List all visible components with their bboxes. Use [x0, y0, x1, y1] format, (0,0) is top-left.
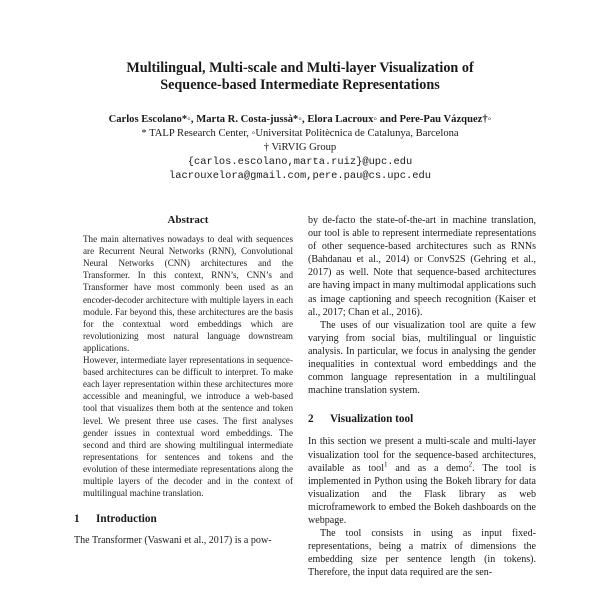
right-paragraph-2: The uses of our visualization tool are quite a few varying from social bias, multilingual or linguistic analysis. In particular, we focus in analysing the gender inequalities in contextual word embeddings and the common language representation in a multilingual machine translation system.	[308, 319, 536, 397]
section-2-number: 2	[308, 413, 314, 426]
section-1-number: 1	[74, 513, 80, 526]
paper-title	[60, 60, 540, 94]
abstract-body	[74, 233, 302, 499]
abstract-heading: Abstract	[167, 214, 209, 226]
email-1: {carlos.escolano,marta.ruiz}@upc.edu	[187, 156, 413, 168]
section-1-title: Introduction	[96, 513, 157, 526]
p3-text-a: In this section we present a multi-scale and multi-layer visualization tool for the sequence-based architectures, available as tool	[308, 436, 536, 474]
p3-text-c: . The tool is implemented in Python using the Bokeh library for data visualization and the Flask library as web microframework to embed the Bokeh dashboards on the webpage.	[308, 462, 537, 526]
author-block	[50, 113, 550, 183]
p3-text-b: and as a demo	[387, 462, 469, 474]
affiliation-1: * TALP Research Center, ◦Universitat Politècnica de Catalunya, Barcelona	[141, 128, 459, 139]
section-2-title: Visualization tool	[330, 413, 414, 426]
right-paragraph-4: The tool consists in using as input fixed-representations, being a matrix of dimensions the embedding size per sentence length (in tokens). Therefore, the input data required are the sen-	[308, 528, 536, 579]
intro-paragraph: The Transformer (Vaswani et al., 2017) is a pow-	[74, 535, 272, 547]
abstract-paragraph-2: However, intermediate layer representations in sequence-based architectures can be difficult to interpret. To make each layer representation within these architectures more accessible and meaningful, we introduce a web-based tool that visualizes them both at the sentence and token level. We present three use cases. The first analyses gender issues in contextual word embeddings. The second and third are showing multilingual intermediate representations for sentences and tokens and the evolution of these intermediate representations along the multiple layers of the decoder and in the context of multilingual machine translation.	[83, 355, 293, 499]
section-1-heading	[74, 513, 302, 526]
affiliation-2: † ViRVIG Group	[263, 142, 337, 153]
right-paragraph-3	[308, 435, 536, 527]
right-paragraph-1: by de-facto the state-of-the-art in machine translation, our tool is able to represent intermediate representations of other sequence-based architectures such as RNNs (Bahdanau et al., 2014) or ConvS2S (Gehring et al., 2017) as well. Note that sequence-based architectures are having impact in many multimodal applications such as image captioning and speech recognition (Kaiser et al., 2017; Chan et al., 2016).	[308, 215, 536, 318]
title-line-1: Multilingual, Multi-scale and Multi-layer Visualization of	[126, 60, 474, 76]
footnote-marker-2[interactable]: 2	[468, 460, 473, 469]
title-line-2: Sequence-based Intermediate Representations	[160, 77, 440, 93]
author-names: Carlos Escolano*◦, Marta R. Costa-jussà*◦, Elora Lacroux◦ and Pere-Pau Vázquez†◦	[108, 114, 492, 125]
footnote-marker-1[interactable]: 1	[384, 460, 388, 469]
email-2: lacrouxelora@gmail.com,pere.pau@cs.upc.edu	[169, 170, 431, 182]
right-column	[308, 214, 536, 579]
abstract-paragraph-1: The main alternatives nowadays to deal with sequences are Recurrent Neural Networks (RNN), Convolutional Neural Networks (CNN) architectures and the Transformer. In this context, RNN’s, CNN’s and Transformer have most commonly been used as an encoder-decoder architecture with multiple layers in each module. Far beyond this, these architectures are the basis for the contextual word embeddings which are revolutionizing most natural language downstream applications.	[83, 234, 293, 353]
section-2-heading	[308, 413, 536, 426]
left-column	[74, 214, 302, 547]
